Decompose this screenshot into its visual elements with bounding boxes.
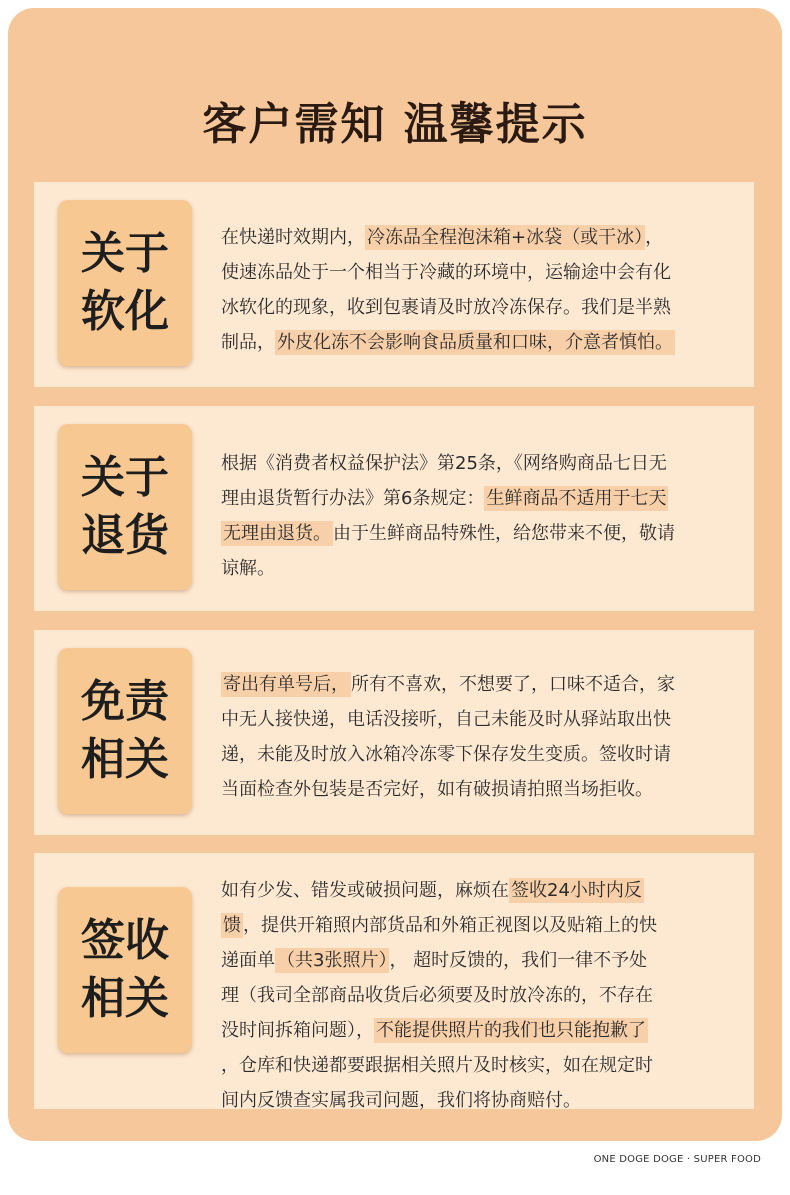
text-segment: 理由退货暂行办法》第6条规定： [221,488,485,509]
highlighted-text: 馈 [223,915,241,936]
section-text [221,446,746,586]
text-line [221,772,746,807]
section-label [58,424,192,590]
section-label-line: 免责 [81,676,169,727]
highlighted-text: 外皮化冻不会影响食品质量和口味，介意者慎怕。 [277,332,673,353]
text-line [221,255,746,290]
section-disclaimer [34,630,754,835]
highlighted-text: 冷冻品全程泡沫箱+冰袋（或干冰） [367,227,644,248]
text-segment: 递，未能及时放入冰箱冷冻零下保存发生变质。签收时请 [221,744,671,765]
section-returns [34,406,754,611]
section-label-line: 软化 [81,286,169,337]
text-line [221,220,746,255]
section-label [58,200,192,366]
text-line [221,978,746,1013]
highlighted-text: 生鲜商品不适用于七天 [486,488,667,509]
text-segment: 在快递时效期内， [221,227,365,248]
text-line [221,943,746,978]
text-line [221,1048,746,1083]
section-label [58,648,192,814]
text-segment: 谅解。 [221,558,275,579]
section-text [221,220,746,360]
section-label-line: 相关 [81,973,169,1024]
text-segment: 间内反馈查实属我司问题，我们将协商赔付。 [221,1090,581,1111]
text-line [221,290,746,325]
highlighted-text: 寄出有单号后， [223,674,349,695]
footer-brand: ONE DOGE DOGE · SUPER FOOD [593,1154,761,1165]
section-signing [34,853,754,1109]
text-segment: 制品， [221,332,275,353]
section-text [221,873,746,1118]
text-segment: ，提供开箱照内部货品和外箱正视图以及贴箱上的快 [243,915,657,936]
text-segment: ，仓库和快递都要跟据相关照片及时核实，如在规定时 [221,1055,653,1076]
section-label-line: 关于 [81,452,169,503]
text-line [221,446,746,481]
text-segment: 使速冻品处于一个相当于冷藏的环境中，运输途中会有化 [221,262,671,283]
section-text [221,667,746,807]
highlighted-text: 不能提供照片的我们也只能抱歉了 [376,1020,646,1041]
text-line [221,1013,746,1048]
text-segment: 如有少发、错发或破损问题，麻烦在 [221,880,509,901]
text-line [221,481,746,516]
text-line [221,908,746,943]
text-line [221,325,746,360]
highlighted-text: 无理由退货。 [223,523,331,544]
text-line [221,873,746,908]
text-segment: 没时间拆箱问题）， [221,1020,374,1041]
page-title: 客户需知 温馨提示 [202,99,588,150]
text-segment: 当面检查外包装是否完好，如有破损请拍照当场拒收。 [221,779,653,800]
text-segment: 中无人接快递，电话没接听，自己未能及时从驿站取出快 [221,709,671,730]
text-segment: 所有不喜欢，不想要了，口味不适合，家 [351,674,675,695]
text-segment: ， [645,227,664,248]
text-segment: ， 超时反馈的，我们一律不予处 [389,950,648,971]
section-label [58,887,192,1053]
text-line [221,702,746,737]
text-line [221,1083,746,1118]
text-line [221,551,746,586]
section-label-line: 签收 [81,915,169,966]
section-label-line: 相关 [81,734,169,785]
text-line [221,737,746,772]
section-label-line: 关于 [81,228,169,279]
highlighted-text: 签收24小时内反 [511,880,642,901]
text-segment: 理（我司全部商品收货后必须要及时放冷冻的，不存在 [221,985,653,1006]
text-line [221,516,746,551]
highlighted-text: （共3张照片） [277,950,388,971]
text-segment: 递面单 [221,950,275,971]
section-softening [34,182,754,387]
text-segment: 根据《消费者权益保护法》第25条，《网络购商品七日无 [221,453,667,474]
text-segment: 冰软化的现象，收到包裹请及时放冷冻保存。我们是半熟 [221,297,671,318]
text-segment: 由于生鲜商品特殊性，给您带来不便，敬请 [333,523,675,544]
section-label-line: 退货 [81,510,169,561]
text-line [221,667,746,702]
